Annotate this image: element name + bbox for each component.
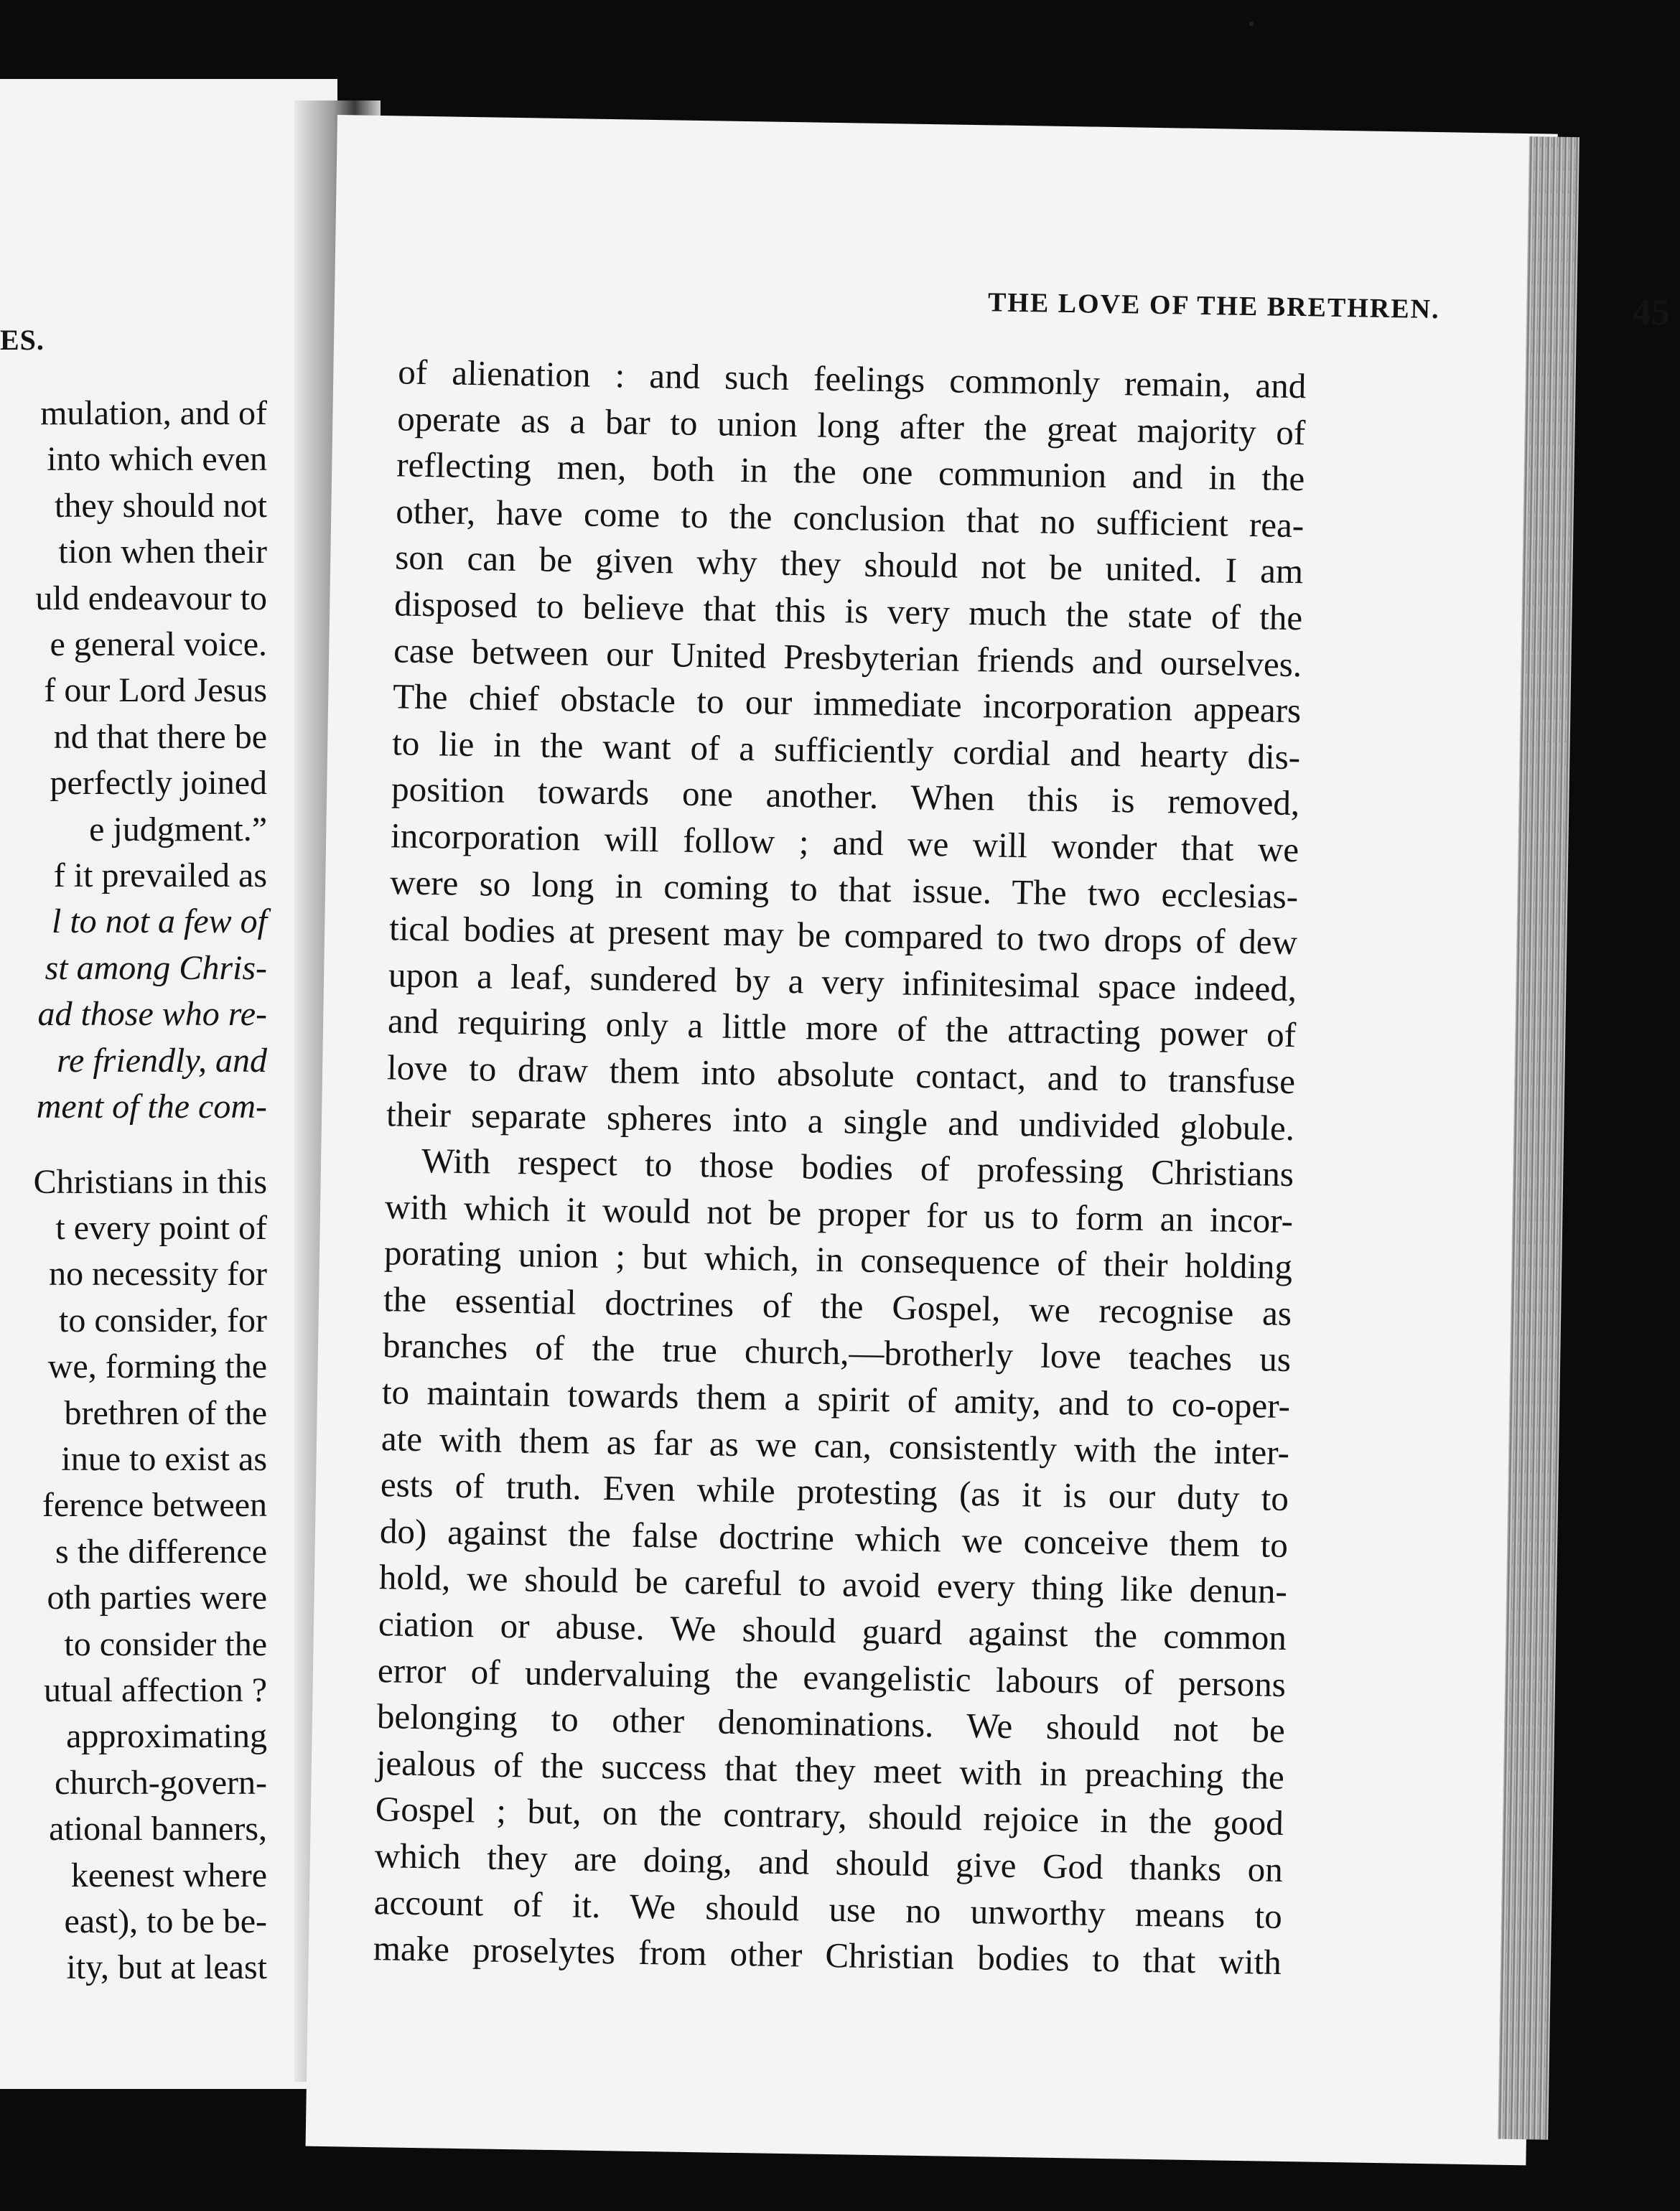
text-line: error of undervaluing the evangelistic labours of persons — [377, 1650, 1287, 1704]
left-text-line: nd that there be — [53, 717, 267, 756]
left-text-line: brethren of the — [64, 1393, 267, 1432]
left-text-line: to consider, for — [59, 1301, 267, 1340]
left-text-line: tion when their — [58, 533, 267, 571]
text-line: the essential doctrines of the Gospel, we recognise as — [383, 1279, 1292, 1333]
text-line: and requiring only a little more of the attracting power of — [387, 1001, 1297, 1055]
page-number: 45 — [1632, 291, 1671, 334]
text-line: to lie in the want of a sufficiently cordial and hearty dis- — [391, 723, 1301, 777]
right-page — [306, 115, 1671, 2165]
text-line: make proselytes from other Christian bodies to that with — [373, 1928, 1282, 1983]
text-line: son can be given why they should not be united. I am — [394, 537, 1304, 592]
text-line: do) against the false doctrine which we conceive them to — [379, 1511, 1289, 1565]
left-text-line: Christians in this — [33, 1162, 267, 1201]
left-text-line: east), to be be- — [64, 1902, 267, 1940]
text-line: porating union ; but which, in consequence of their holding — [383, 1233, 1293, 1287]
text-line: love to draw them into absolute contact, and to transfuse — [386, 1047, 1296, 1102]
text-line: to maintain towards them a spirit of amity, and to co-oper- — [381, 1372, 1291, 1426]
left-text-line: ity, but at least — [66, 1948, 267, 1987]
running-title: THE LOVE OF THE BRETHREN. — [987, 287, 1440, 325]
text-line: tical bodies at present may be compared to two drops of dew — [388, 908, 1298, 963]
text-line: case between our United Presbyterian friends and ourselves. — [393, 630, 1302, 684]
text-line: of alienation : and such feelings commonly remain, and — [397, 352, 1307, 406]
text-line: disposed to believe that this is very much the state of the — [393, 584, 1303, 638]
left-text-line: l to not a few of — [52, 902, 267, 941]
left-text-line: ational banners, — [49, 1810, 267, 1848]
left-text-line: e judgment.” — [89, 810, 267, 849]
text-line: were so long in coming to that issue. The two ecclesias- — [389, 861, 1299, 916]
left-text-line: inue to exist as — [61, 1439, 267, 1478]
left-text-line: church-govern- — [55, 1763, 267, 1802]
left-text-line: utual affection ? — [44, 1670, 267, 1709]
text-line: with which it would not be proper for us to form an incor- — [384, 1186, 1294, 1240]
text-line: ciation or abuse. We should guard against the common — [378, 1604, 1287, 1658]
text-line: their separate spheres into a single and undivided globule. — [386, 1093, 1295, 1148]
left-text-line: re friendly, and — [57, 1041, 267, 1080]
left-text-line: perfectly joined — [50, 764, 267, 803]
left-text-line: f our Lord Jesus — [44, 671, 267, 710]
left-text-line: oth parties were — [47, 1579, 267, 1617]
left-text-line: ment of the com- — [36, 1088, 267, 1126]
text-line: ate with them as far as we can, consistently with the inter- — [381, 1418, 1290, 1472]
left-facing-page — [0, 79, 337, 2089]
left-text-line: e general voice. — [50, 625, 267, 664]
text-line: Gospel ; but, on the contrary, should rejoice in the good — [375, 1789, 1284, 1843]
text-line: branches of the true church,—brotherly love teaches us — [382, 1325, 1292, 1380]
left-text-line: ad those who re- — [37, 995, 267, 1034]
body-text — [373, 349, 1306, 1986]
left-text-line: uld endeavour to — [35, 579, 267, 617]
left-text-line: st among Chris- — [45, 948, 267, 987]
text-line: other, have come to the conclusion that no sufficient rea- — [395, 491, 1305, 545]
left-text-line: we, forming the — [47, 1347, 267, 1386]
text-line: ests of truth. Even while protesting (as it is our duty to — [380, 1464, 1289, 1519]
running-head — [658, 281, 1677, 334]
left-text-line: mulation, and of — [40, 394, 267, 432]
text-line: incorporation will follow ; and we will wonder that we — [390, 815, 1299, 870]
paragraph-gap — [0, 1131, 267, 1159]
left-text-line: t every point of — [55, 1208, 267, 1247]
left-text-line: no necessity for — [49, 1255, 267, 1294]
left-text-line: s the difference — [55, 1532, 267, 1571]
dust-speck — [1249, 22, 1254, 26]
text-line: belonging to other denominations. We should not be — [376, 1696, 1286, 1751]
left-text-line: keenest where — [70, 1856, 267, 1894]
left-text-line: ference between — [42, 1486, 267, 1525]
left-page-text — [0, 391, 267, 1991]
left-page-running-head: ES. — [0, 324, 45, 356]
text-line: account of it. We should use no unworthy means to — [373, 1882, 1283, 1936]
text-line: position towards one another. When this is removed, — [391, 769, 1300, 823]
text-line: hold, we should be careful to avoid every thing like denun- — [378, 1557, 1288, 1612]
text-line: upon a leaf, sundered by a very infinitesimal space indeed, — [388, 954, 1297, 1009]
left-text-line: approximating — [66, 1717, 267, 1756]
left-text-line: to consider the — [64, 1625, 267, 1663]
left-text-line: they should not — [55, 486, 267, 525]
text-line: With respect to those bodies of professing Christians — [421, 1141, 1294, 1195]
text-line: which they are doing, and should give God thanks on — [374, 1836, 1284, 1889]
left-text-line: into which even — [47, 440, 267, 479]
text-line: operate as a bar to union long after the great majority of — [396, 398, 1306, 452]
text-line: jealous of the success that they meet with in preaching the — [375, 1742, 1285, 1797]
text-line: reflecting men, both in the one communion and in the — [396, 444, 1305, 499]
text-line: The chief obstacle to our immediate incorporation appears — [392, 676, 1302, 731]
left-text-line: f it prevailed as — [53, 856, 267, 895]
